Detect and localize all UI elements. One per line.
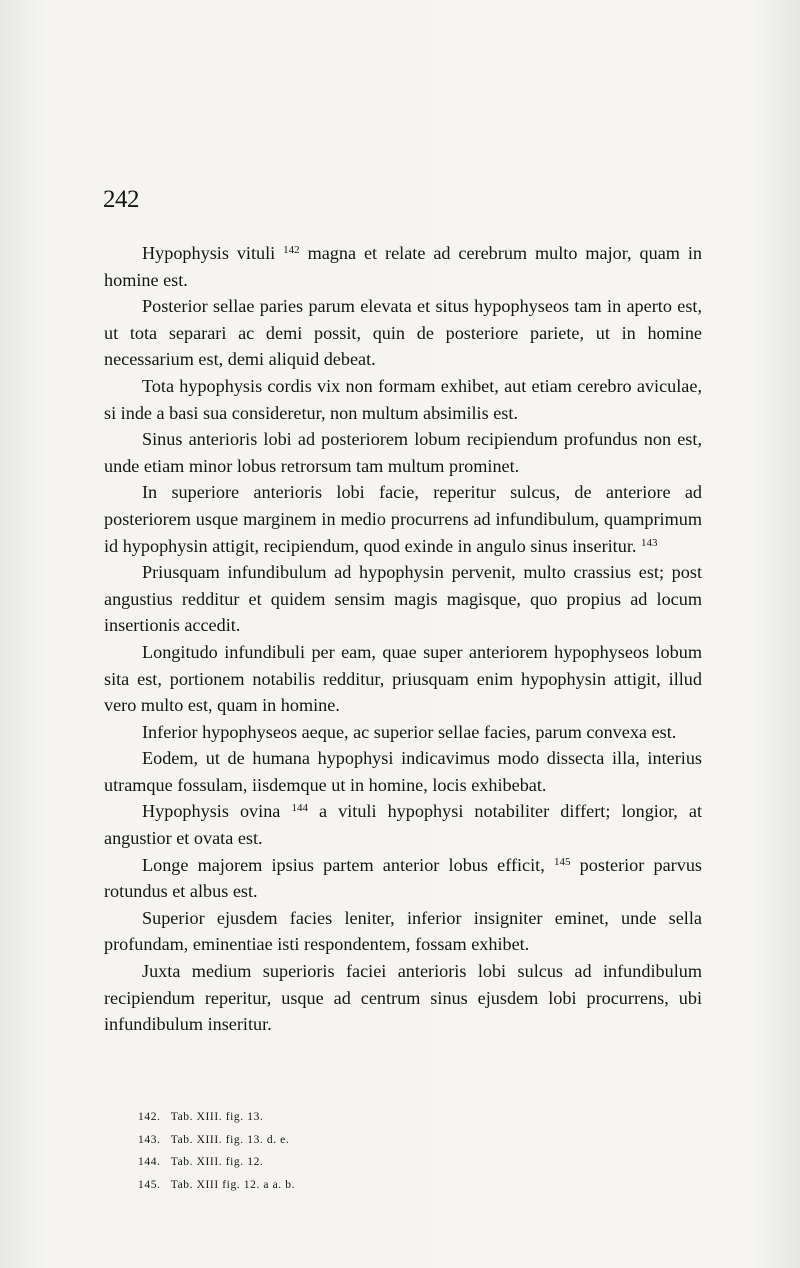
paragraph: Sinus anterioris lobi ad posteriorem lobum recipiendum profundus non est, unde etiam minor lobus retrorsum tam multum prominet.	[104, 429, 702, 476]
paragraph: Hypophysis ovina $^{144}$ a vituli hypophysi notabiliter differt; longior, at angustior et ovata est.	[104, 801, 703, 849]
footnote: 142. Tab. XIII. fig. 13.	[138, 1111, 264, 1123]
paragraph: Posterior sellae paries parum elevata et situs hypophyseos tam in aperto est, ut tota separari ac demi possit, quin de posteriore pariete, ut in homine necessarium est, demi aliquid debeat.	[104, 296, 702, 370]
paragraph: Priusquam infundibulum ad hypophysin pervenit, multo crassius est; post angustius redditur et quidem sensim magis magisque, quo propius ad locum insertionis accedit.	[104, 562, 702, 636]
paragraph: Eodem, ut de humana hypophysi indicavimus modo dissecta illa, interius utramque fossulam, iisdemque ut in homine, locis exhibebat.	[104, 748, 702, 795]
paragraph: Inferior hypophyseos aeque, ac superior sellae facies, parum convexa est.	[142, 721, 677, 742]
paragraph: In superiore anterioris lobi facie, reperitur sulcus, de anteriore ad posteriorem usque marginem in medio procurrens ad infundibulum, quamprimum id hypophysin attigit, recipiendum, quod exinde in angulo sinus inseritur. $^{143}$	[104, 482, 702, 556]
paragraph: Juxta medium superioris faciei anterioris lobi sulcus ad infundibulum recipiendum reperitur, usque ad centrum sinus ejusdem lobi procurrens, ubi infundibulum inseritur.	[104, 961, 702, 1035]
body-text	[104, 240, 702, 1038]
footnote-ref: 145	[553, 855, 571, 868]
paragraph: Tota hypophysis cordis vix non formam exhibet, aut etiam cerebro aviculae, si inde a basi sua consideretur, non multum absimilis est.	[104, 375, 702, 423]
footnote-ref: 142	[283, 244, 300, 256]
footnote: 143. Tab. XIII. fig. 13. d. e.	[138, 1133, 290, 1146]
paragraph: Longitudo infundibuli per eam, quae super anteriorem hypophyseos lobum sita est, portionem notabilis redditur, priusquam enim hypophysin attigit, illud vero multo est, quam in homine.	[104, 641, 702, 716]
footnote-ref: 144	[291, 802, 308, 815]
paragraph: Hypophysis vituli $^{142}$ magna et relate ad cerebrum multo major, quam in homine est.	[104, 243, 702, 290]
paragraph: Longe majorem ipsius partem anterior lobus efficit, $^{145}$ posterior parvus rotundus et albus est.	[104, 854, 703, 902]
footnote: 145. Tab. XIII fig. 12. a a. b.	[138, 1178, 296, 1191]
footnotes	[138, 1106, 295, 1196]
paragraph: Superior ejusdem facies leniter, inferior insigniter eminet, unde sella profundam, eminentiae isti respondentem, fossam exhibet.	[104, 907, 702, 955]
footnote: 144. Tab. XIII. fig. 12.	[138, 1156, 264, 1168]
footnote-ref: 143	[640, 536, 658, 549]
page-number: 242	[103, 186, 139, 213]
